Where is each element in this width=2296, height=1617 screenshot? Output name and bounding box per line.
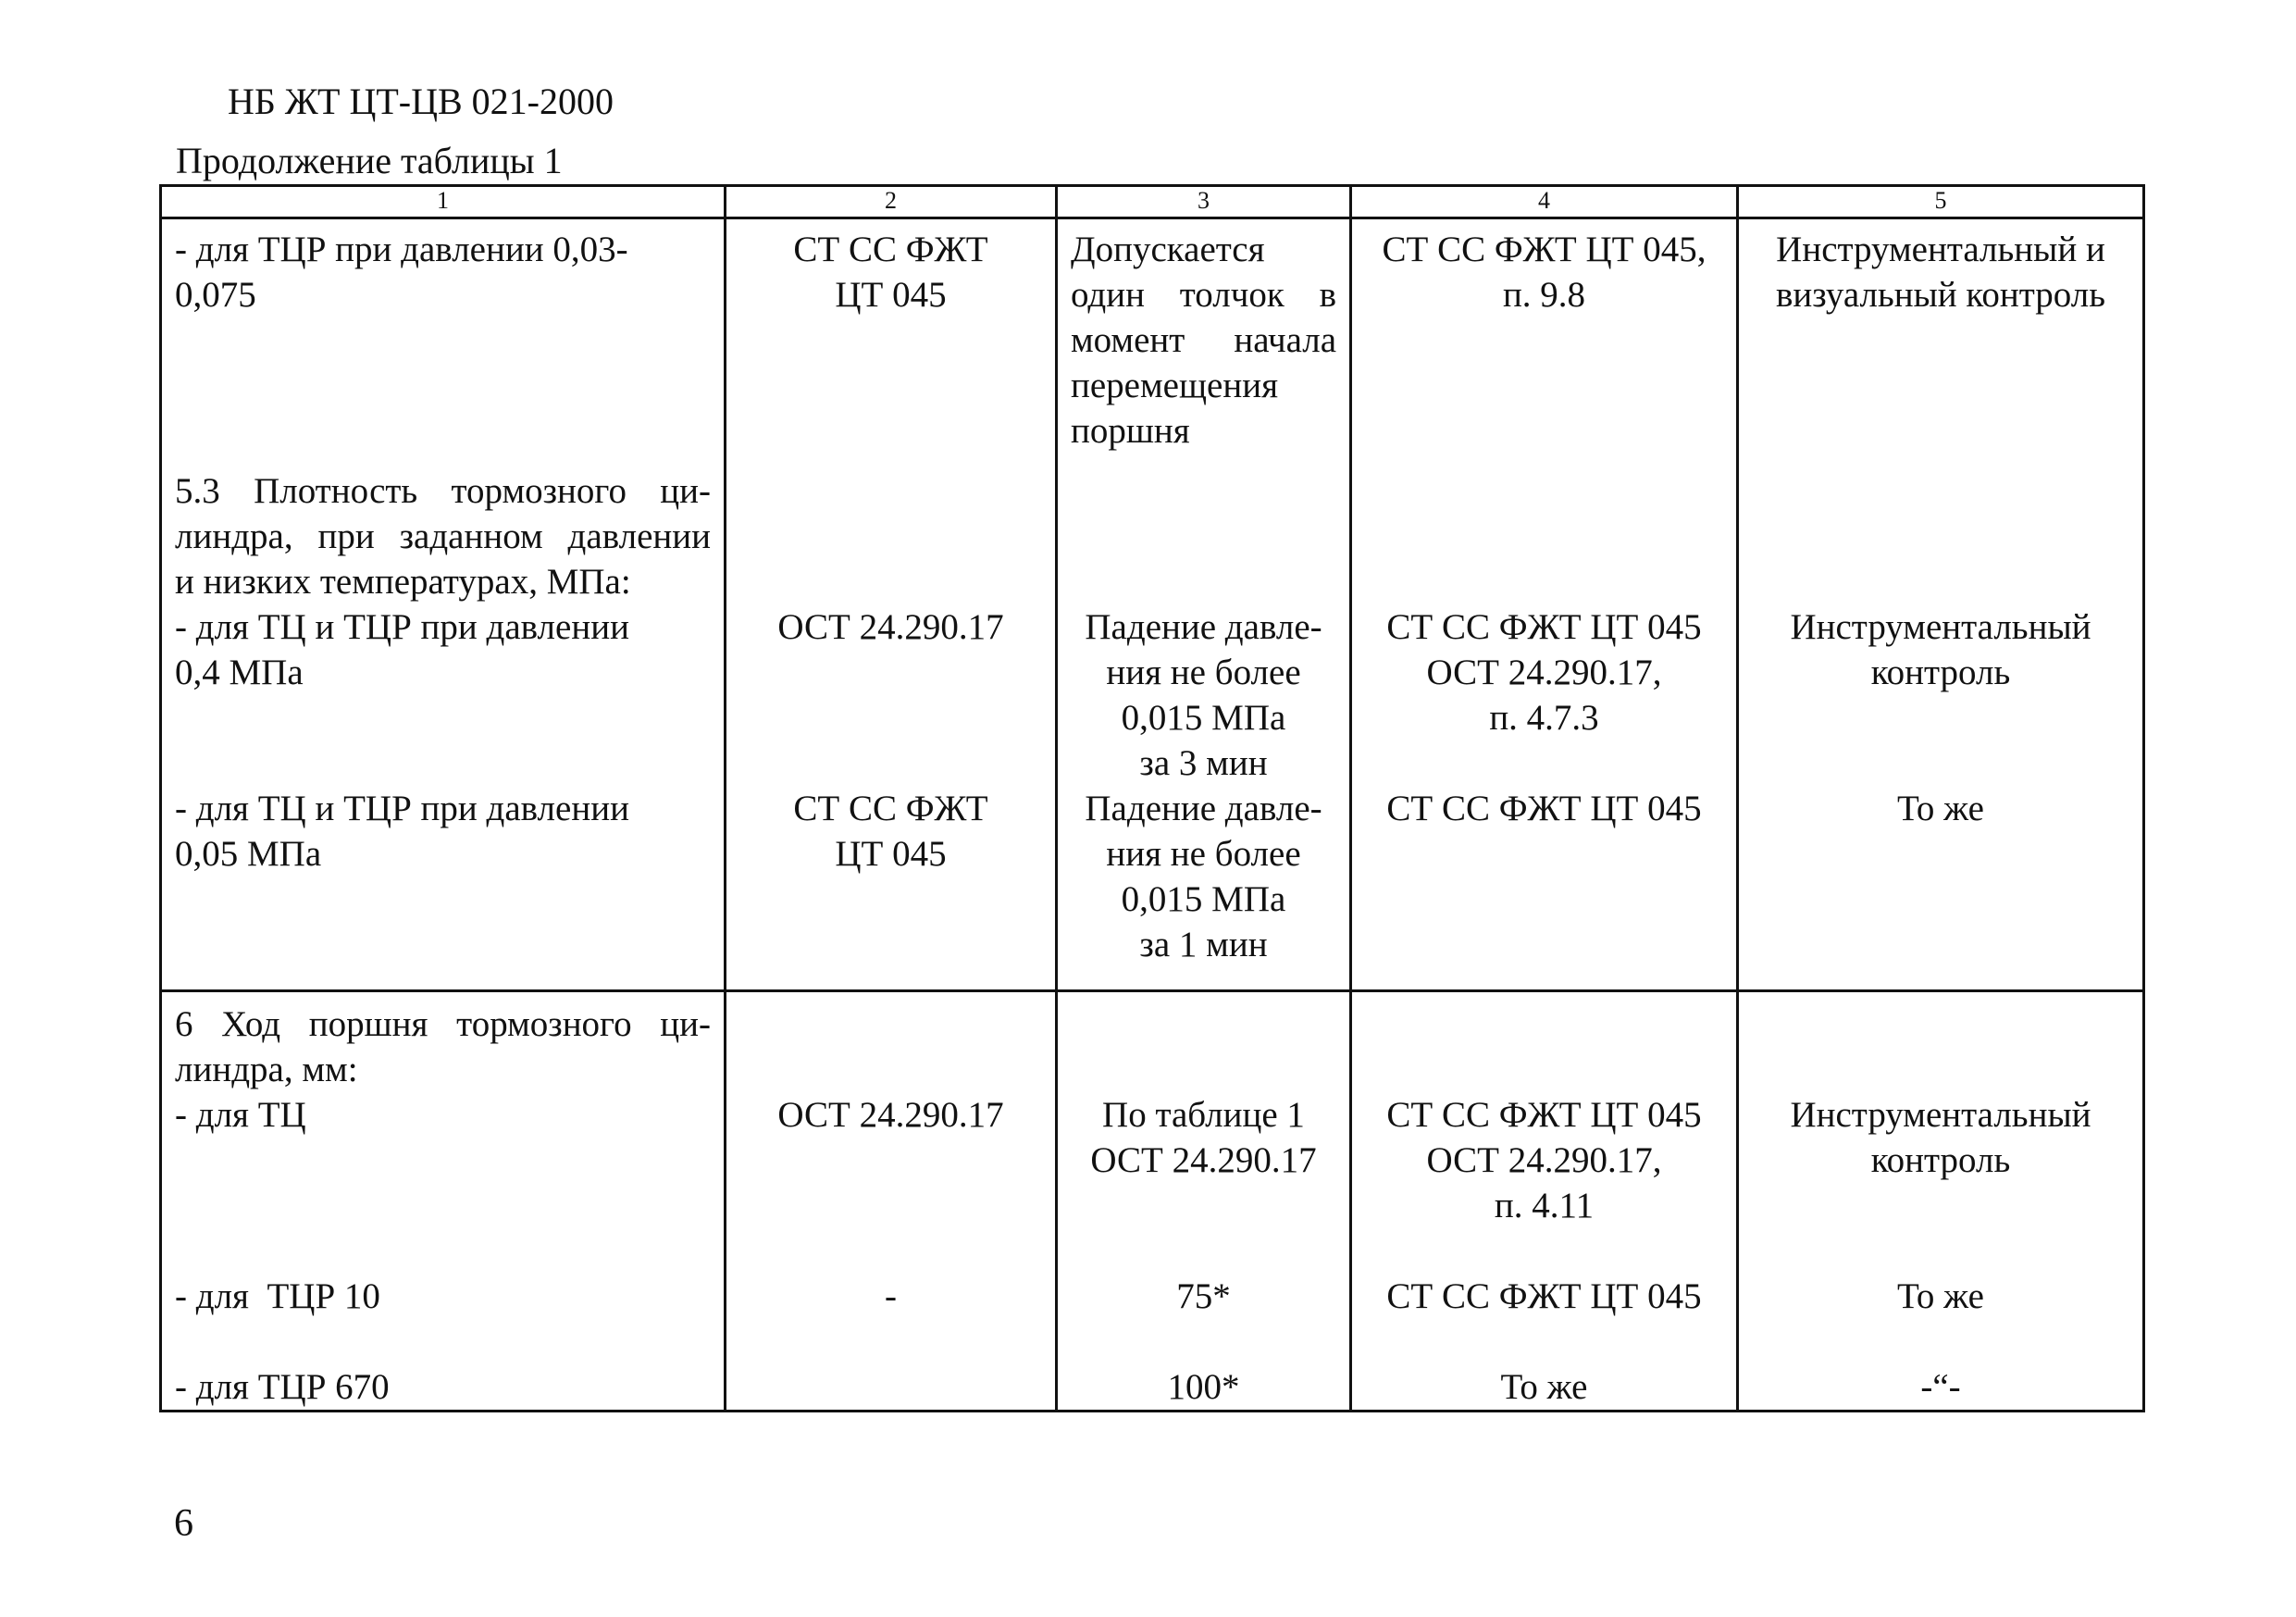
column-number-2: 2 xyxy=(726,186,1057,218)
test-method-cell: СТ СС ФЖТ ЦТ 045 xyxy=(1351,1274,1738,1364)
test-method-cell: СТ СС ФЖТ ЦТ 045 ОСТ 24.290.17, п. 4.11 xyxy=(1351,1092,1738,1274)
column-number-4: 4 xyxy=(1351,186,1738,218)
parameter-cell: 5.3 Плотность тормозного ци- линдра, при заданном давлении и низких температурах, МПа: xyxy=(161,468,726,604)
control-type-cell: Инструментальный и визуальный контроль xyxy=(1738,218,2144,468)
parameter-cell: - для ТЦР при давлении 0,03- 0,075 xyxy=(161,218,726,468)
table-row xyxy=(161,468,2144,604)
column-number-row xyxy=(161,186,2144,218)
table-row xyxy=(161,786,2144,991)
table-row xyxy=(161,1364,2144,1412)
normative-document-cell: СТ СС ФЖТ ЦТ 045 xyxy=(726,218,1057,468)
normative-document-cell: - xyxy=(726,1274,1057,1364)
test-method-cell: То же xyxy=(1351,1364,1738,1412)
requirement-cell: По таблице 1 ОСТ 24.290.17 xyxy=(1057,1092,1351,1274)
column-number-3: 3 xyxy=(1057,186,1351,218)
control-type-cell: То же xyxy=(1738,1274,2144,1364)
parameter-cell: - для ТЦ и ТЦР при давлении 0,05 МПа xyxy=(161,786,726,991)
table-row xyxy=(161,604,2144,786)
control-type-cell: Инструментальный контроль xyxy=(1738,1092,2144,1274)
table-row xyxy=(161,1092,2144,1274)
normative-document-cell: ОСТ 24.290.17 xyxy=(726,604,1057,786)
control-type-cell: Инструментальный контроль xyxy=(1738,604,2144,786)
normative-document-cell: ОСТ 24.290.17 xyxy=(726,1092,1057,1274)
requirements-table xyxy=(159,184,2145,1412)
parameter-cell: - для ТЦ и ТЦР при давлении 0,4 МПа xyxy=(161,604,726,786)
requirement-cell: 75* xyxy=(1057,1274,1351,1364)
normative-document-cell xyxy=(726,1364,1057,1412)
requirement-cell: Допускается один толчок в момент начала перемещения поршня xyxy=(1057,218,1351,468)
requirement-cell: Падение давле- ния не более 0,015 МПа за 1 мин xyxy=(1057,786,1351,991)
parameter-cell: - для ТЦР 670 xyxy=(161,1364,726,1412)
table-row xyxy=(161,1274,2144,1364)
parameter-cell: - для ТЦ xyxy=(161,1092,726,1274)
normative-document-cell: СТ СС ФЖТ ЦТ 045 xyxy=(726,786,1057,991)
document-code: НБ ЖТ ЦТ-ЦВ 021-2000 xyxy=(228,81,614,122)
table-caption: Продолжение таблицы 1 xyxy=(176,140,563,181)
test-method-cell: СТ СС ФЖТ ЦТ 045 xyxy=(1351,786,1738,991)
column-number-5: 5 xyxy=(1738,186,2144,218)
control-type-cell: -“- xyxy=(1738,1364,2144,1412)
parameter-cell: - для ТЦР 10 xyxy=(161,1274,726,1364)
column-number-1: 1 xyxy=(161,186,726,218)
requirement-cell: Падение давле- ния не более 0,015 МПа за 3 мин xyxy=(1057,604,1351,786)
test-method-cell: СТ СС ФЖТ ЦТ 045, п. 9.8 xyxy=(1351,218,1738,468)
table-row xyxy=(161,991,2144,1093)
table-row xyxy=(161,218,2144,468)
page-number: 6 xyxy=(174,1502,193,1545)
requirement-cell: 100* xyxy=(1057,1364,1351,1412)
test-method-cell: СТ СС ФЖТ ЦТ 045 ОСТ 24.290.17, п. 4.7.3 xyxy=(1351,604,1738,786)
parameter-cell: 6 Ход поршня тормозного ци- линдра, мм: xyxy=(161,991,726,1093)
control-type-cell: То же xyxy=(1738,786,2144,991)
